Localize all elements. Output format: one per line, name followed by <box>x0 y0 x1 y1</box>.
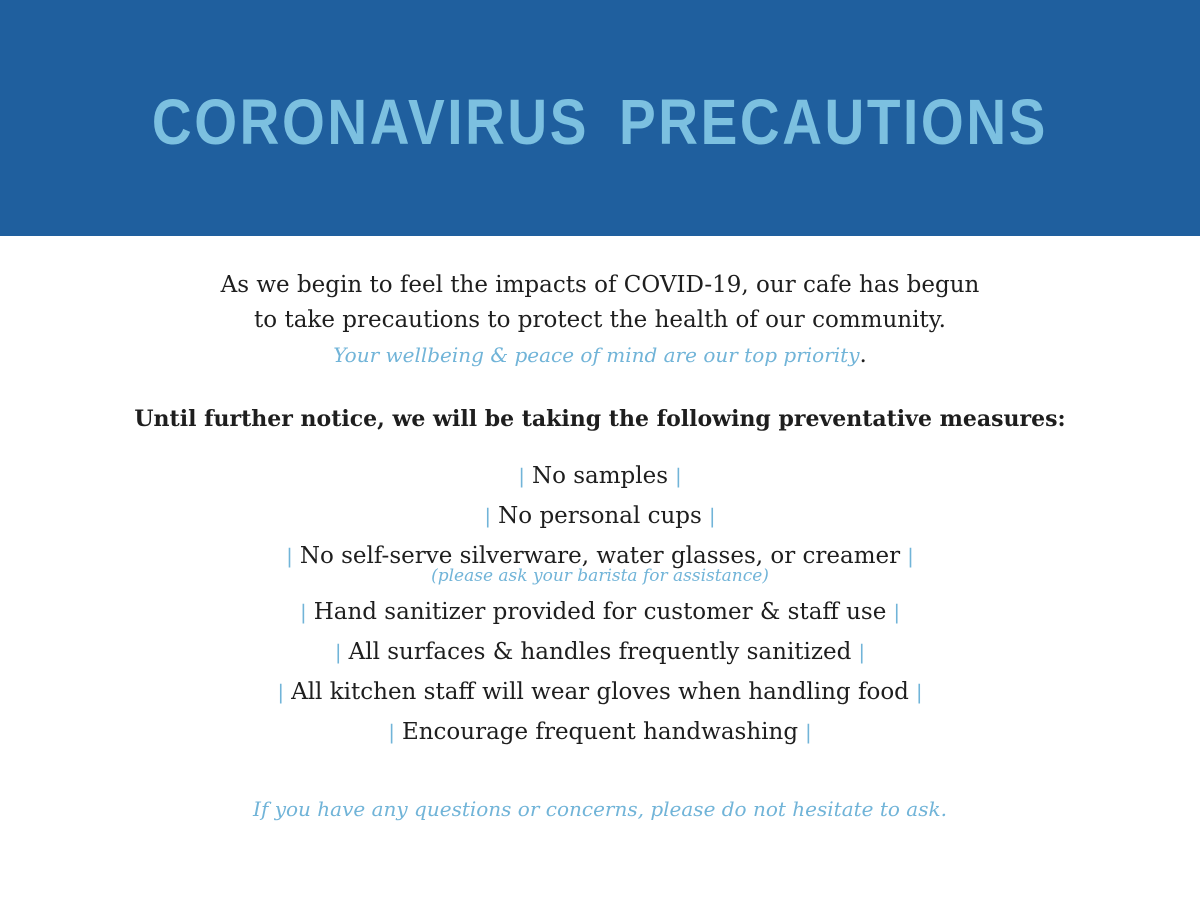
list-item <box>0 712 1200 752</box>
list-item <box>0 536 1200 585</box>
separator-bar: | <box>484 504 492 528</box>
measure-text: All surfaces & handles frequently sanitized <box>348 639 852 665</box>
page-title: CORONAVIRUS PRECAUTIONS <box>151 86 1049 158</box>
list-item <box>0 496 1200 536</box>
measures-list <box>0 456 1200 752</box>
separator-bar: | <box>334 640 342 664</box>
measure-text: All kitchen staff will wear gloves when handling food <box>291 679 909 705</box>
closing-message: If you have any questions or concerns, please do not hesitate to ask. <box>253 797 947 821</box>
separator-bar: | <box>805 720 812 744</box>
list-item <box>0 672 1200 712</box>
priority-line <box>0 338 1200 373</box>
measure-text: Encourage frequent handwashing <box>401 719 799 745</box>
separator-bar: | <box>388 720 395 744</box>
priority-statement: Your wellbeing & peace of mind are our top priority <box>333 343 860 367</box>
separator-bar: | <box>915 680 923 704</box>
separator-bar: | <box>286 544 293 568</box>
list-item <box>0 592 1200 632</box>
separator-bar: | <box>907 544 914 568</box>
intro-paragraph <box>0 268 1200 373</box>
header-banner <box>0 0 1200 236</box>
separator-bar: | <box>675 464 682 488</box>
separator-bar: | <box>893 600 901 624</box>
separator-bar: | <box>277 680 285 704</box>
separator-bar: | <box>858 640 866 664</box>
separator-bar: | <box>708 504 716 528</box>
separator-bar: | <box>299 600 307 624</box>
intro-line-2: to take precautions to protect the health of our community. <box>254 307 946 333</box>
notice-heading: Until further notice, we will be taking the following preventative measures: <box>134 406 1066 432</box>
measure-text: No self-serve silverware, water glasses, or creamer <box>299 543 901 569</box>
intro-line-1: As we begin to feel the impacts of COVID-19, our cafe has begun <box>220 272 980 298</box>
separator-bar: | <box>518 464 525 488</box>
measure-text: No samples <box>531 463 669 489</box>
priority-period: . <box>859 342 867 368</box>
measure-text: No personal cups <box>498 503 702 529</box>
list-item <box>0 632 1200 672</box>
measure-text: Hand sanitizer provided for customer & staff use <box>313 599 887 625</box>
measure-note: (please ask your barista for assistance) <box>431 566 769 586</box>
list-item <box>0 456 1200 496</box>
